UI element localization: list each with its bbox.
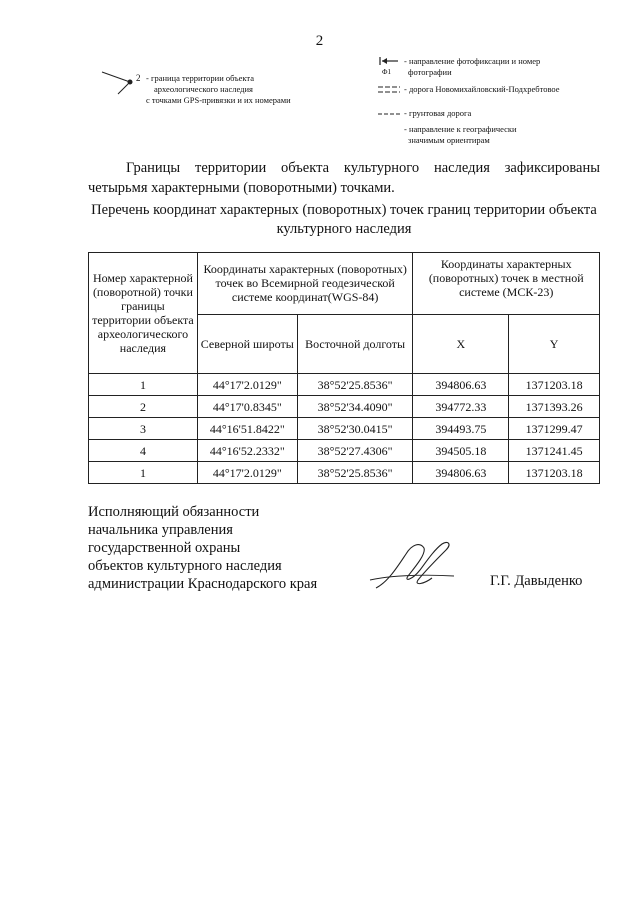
cell-y: 1371393.26: [509, 396, 600, 418]
coordinates-table: [88, 252, 600, 484]
cell-x: 394505.18: [413, 440, 509, 462]
legend-line: - граница территории объекта: [146, 73, 255, 83]
legend-line: археологического наследия: [154, 84, 253, 94]
cell-x: 394493.75: [413, 418, 509, 440]
coordinates-list-heading: Перечень координат характерных (поворотных) точек границ территории объекта культурного наследия: [91, 202, 597, 237]
legend-line: с точками GPS-привязки и их номерами: [146, 95, 291, 105]
header-x: X: [413, 314, 509, 374]
table-row: [89, 374, 600, 396]
cell-point: 1: [89, 374, 198, 396]
header-point-number: Номер характерной (поворотной) точки границы территории объекта археологического наследия: [89, 253, 198, 374]
handwritten-signature-icon: [368, 536, 458, 596]
cell-lat: 44°17'2.0129": [197, 462, 297, 484]
cell-y: 1371203.18: [509, 462, 600, 484]
dashed-dirt-road-icon: [376, 108, 406, 122]
header-msk23: Координаты характерных (поворотных) точек в местной системе (МСК-23): [413, 253, 600, 315]
cell-lon: 38°52'34.4090": [297, 396, 413, 418]
arrow-photo-icon: [376, 56, 406, 76]
cell-x: 394806.63: [413, 462, 509, 484]
cell-y: 1371241.45: [509, 440, 600, 462]
cell-point: 4: [89, 440, 198, 462]
table-row: [89, 396, 600, 418]
table-row: [89, 440, 600, 462]
cell-lon: 38°52'25.8536": [297, 374, 413, 396]
header-wgs84: Координаты характерных (поворотных) точек во Всемирной геодезической системе координат(WGS-84): [197, 253, 413, 315]
cell-lat: 44°17'2.0129": [197, 374, 297, 396]
cell-x: 394772.33: [413, 396, 509, 418]
cell-y: 1371203.18: [509, 374, 600, 396]
header-y: Y: [509, 314, 600, 374]
dashed-road-icon: [376, 84, 406, 98]
header-east-longitude: Восточной долготы: [297, 314, 413, 374]
cell-lat: 44°16'51.8422": [197, 418, 297, 440]
signatory-title: Исполняющий обязанности начальника управления государственной охраны объектов культурного наследия администрации Краснодарского края: [88, 504, 318, 592]
header-north-latitude: Северной широты: [197, 314, 297, 374]
page-number: 2: [315, 33, 324, 49]
table-row: [89, 462, 600, 484]
legend-point-number: 2: [136, 73, 141, 83]
cell-point: 1: [89, 462, 198, 484]
svg-text:Ф1: Ф1: [382, 68, 392, 76]
cell-point: 2: [89, 396, 198, 418]
cell-lon: 38°52'27.4306": [297, 440, 413, 462]
cell-point: 3: [89, 418, 198, 440]
cell-lon: 38°52'30.0415": [297, 418, 413, 440]
signatory-name: Г.Г. Давыденко: [490, 573, 583, 589]
cell-lat: 44°16'52.2332": [197, 440, 297, 462]
cell-lat: 44°17'0.8345": [197, 396, 297, 418]
boundary-description-paragraph: Границы территории объекта культурного наследия зафиксированы четырьмя характерными (поворотными) точками.: [88, 160, 600, 196]
table-row: [89, 418, 600, 440]
cell-x: 394806.63: [413, 374, 509, 396]
boundary-point-icon: [100, 70, 140, 100]
cell-lon: 38°52'25.8536": [297, 462, 413, 484]
cell-y: 1371299.47: [509, 418, 600, 440]
